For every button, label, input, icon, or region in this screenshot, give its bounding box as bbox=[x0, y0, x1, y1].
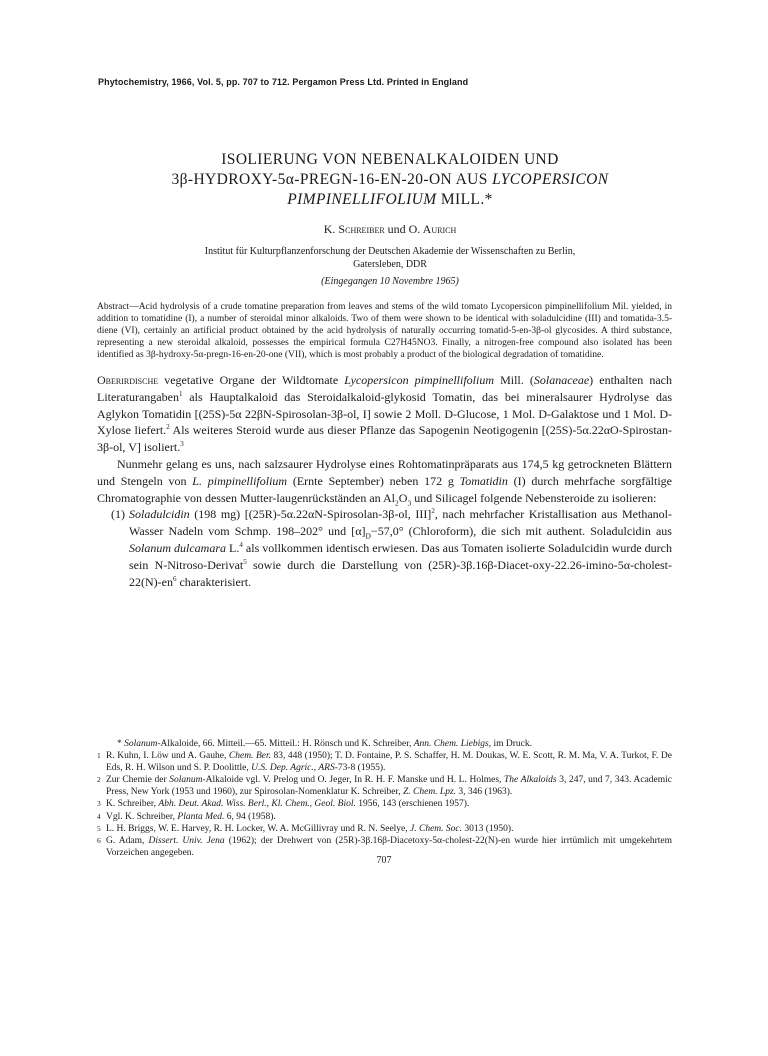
text-run: 6, 94 (1958). bbox=[224, 811, 276, 822]
affiliation-line-1: Institut für Kulturpflanzenforschung der Deutschen Akademie der Wissenschaften zu Berlin, bbox=[204, 246, 576, 257]
text-run: , nach mehrfacher Kristallisation aus Methanol-Wasser Nadeln vom Schmp. 198–202° und [α] bbox=[129, 507, 672, 539]
text-run: 1956, 143 (erschienen 1957). bbox=[355, 799, 470, 810]
text-run: charakterisiert. bbox=[176, 574, 252, 589]
compound-name: Tomatidin bbox=[459, 473, 508, 488]
text-run: 3, 346 (1963). bbox=[456, 787, 513, 798]
body-text bbox=[97, 372, 672, 590]
authors bbox=[110, 222, 670, 237]
subscript-d: D bbox=[365, 531, 371, 541]
journal-name: Ann. Chem. Liebigs bbox=[413, 739, 489, 749]
footnote-3 bbox=[97, 799, 672, 811]
author-2: O. Aurich bbox=[408, 222, 457, 236]
text-run: sowie durch die Darstellung von (25R)-3β.16β-Diacet-oxy-22.26-imino-5α-cholest-22(N)-en bbox=[129, 557, 672, 589]
ref-6: 6 bbox=[172, 574, 177, 583]
footnote-mark: 6 bbox=[97, 836, 101, 846]
title-line-3-b: MILL.* bbox=[436, 191, 493, 208]
text-run: Mill. ( bbox=[494, 373, 534, 387]
text-run: G. Adam, bbox=[106, 836, 149, 847]
text-run: K. Schreiber, bbox=[106, 799, 159, 810]
received-date: (Eingegangen 10 Novembre 1965) bbox=[321, 276, 459, 287]
abstract-label: Abstract bbox=[97, 302, 130, 312]
footnote-mark: 4 bbox=[97, 811, 101, 821]
abstract bbox=[97, 301, 672, 361]
journal-name: Chem. Ber. bbox=[228, 751, 271, 762]
compound-name: Soladulcidin bbox=[129, 507, 190, 522]
footnote-5 bbox=[97, 824, 672, 836]
page-number: 707 bbox=[376, 855, 392, 866]
text-run: -Alkaloide, 66. Mitteil.—65. Mitteil.: H. Rönsch und K. Schreiber, bbox=[157, 739, 414, 749]
text-run: O bbox=[398, 490, 408, 505]
title-line-3 bbox=[110, 190, 670, 210]
text-run: R. Kuhn, I. Löw und A. Gauhe, bbox=[106, 751, 229, 762]
text-run: L. bbox=[226, 540, 240, 555]
journal-name: U.S. Dep. Agric., ARS bbox=[251, 763, 335, 774]
ref-2: 2 bbox=[166, 423, 170, 432]
paper-title bbox=[110, 150, 670, 210]
ref-1: 1 bbox=[178, 389, 183, 398]
ref-2: 2 bbox=[431, 507, 435, 516]
text-run: (I) durch mehrfache sorgfältige Chromatographie von dessen Mutter-laugenrückständen an Al bbox=[97, 473, 672, 505]
text-run: Als weiteres Steroid wurde aus dieser Pflanze das Sapogenin Neotigogenin [(25S)-5α.22αO-Spirostan-3β-ol, V] isoliert. bbox=[97, 423, 672, 455]
text-run: und Silicagel folgende Nebensteroide zu isolieren: bbox=[411, 490, 657, 505]
title-line-2-a: 3β-HYDROXY-5α-PREGN-16-EN-20-ON AUS bbox=[171, 171, 493, 188]
footnote-star bbox=[97, 739, 672, 751]
footnote-mark: 3 bbox=[97, 799, 101, 809]
family-name: Solanaceae bbox=[533, 373, 590, 387]
journal-name: Z. Chem. Lpz. bbox=[402, 787, 457, 798]
title-line-2 bbox=[110, 170, 670, 190]
text-run: 83, 448 (1950); T. D. Fontaine, P. S. Schaffer, H. M. Doukas, W. E. Scott, R. M. Ma, V. A. Turkot, F. De Eds, R. H. Wilson und S. P. Doolittle, bbox=[106, 751, 673, 774]
author-connector: und bbox=[384, 222, 409, 236]
title-line-1: ISOLIERUNG VON NEBENALKALOIDEN UND bbox=[221, 151, 559, 168]
footnote-mark: 2 bbox=[97, 775, 101, 785]
text-run: −57,0° (Chloroform), die sich mit authent. Soladulcidin aus bbox=[370, 524, 672, 539]
ref-3: 3 bbox=[180, 440, 184, 449]
genus-name: Solanum bbox=[124, 739, 158, 749]
text-run: 3013 (1950). bbox=[462, 824, 514, 835]
text-run: , im Druck. bbox=[488, 739, 532, 749]
text-run: als vollkommen identisch erwiesen. Das aus Tomaten isolierte Soladulcidin wurde durch sein N-Nitroso-Derivat bbox=[129, 540, 672, 572]
list-item-1 bbox=[97, 506, 672, 590]
journal-citation: Phytochemistry, 1966, Vol. 5, pp. 707 to 712. Pergamon Press Ltd. Printed in England bbox=[98, 77, 469, 87]
text-run: Zur Chemie der bbox=[106, 775, 170, 786]
footnote-mark: 5 bbox=[97, 824, 101, 834]
genus-name: Solanum bbox=[169, 775, 203, 786]
species-name: Lycopersicon pimpinellifolium bbox=[344, 373, 494, 387]
footnote-mark: * bbox=[117, 739, 122, 749]
journal-name: Planta Med. bbox=[177, 811, 225, 822]
abstract-text: —Acid hydrolysis of a crude tomatine preparation from leaves and stems of the wild tomato Lycopersicon pimpinellifolium Mil. yielded, in addition to tomatidine (I), a number of steroidal minor alkaloids. Two of them were shown to be identical with soladulcidine (III) and tomatida-3.5-diene (VI), certainly an artificial product obtained by the acid hydrolysis of naturally occurring tomatid-5-en-3β-ol glycosides. A third substance, representing a new steroidal alkaloid, possesses the empirical formula C27H45NO3. Finally, a nitrogen-free compound also isolated has been identified as 3β-hydroxy-5α-pregn-16-en-20-one (VII), which is most probably a product of the biological degradation of tomatidine. bbox=[97, 302, 672, 360]
footnote-1 bbox=[97, 751, 672, 775]
text-run: vegetative Organe der Wildtomate bbox=[158, 373, 345, 387]
text-run: 3, 247, und 7, 343. Academic Press, New York (1953 und 1960), zur Spirosolan-Nomenklatur K. Schreiber, bbox=[106, 775, 672, 798]
text-run: -73-8 (1955). bbox=[334, 763, 386, 774]
footnote-2 bbox=[97, 775, 672, 799]
footnote-mark: 1 bbox=[97, 751, 101, 761]
text-run: Vgl. K. Schreiber, bbox=[106, 811, 178, 822]
text-run: (1962); der Drehwert von (25R)-3β.16β-Diacetoxy-5α-cholest-22(N)-en wurde hier irrtümlich mit umgekehrtem Vorzeichen angegeben. bbox=[106, 836, 672, 859]
text-run: ) enthalten nach Literaturangaben bbox=[97, 373, 672, 404]
affiliation bbox=[150, 245, 630, 271]
lead-word: Oberirdische bbox=[97, 373, 159, 387]
text-run: (Ernte September) neben 172 g bbox=[287, 473, 460, 488]
footnote-4 bbox=[97, 812, 672, 824]
paragraph-2 bbox=[97, 456, 672, 506]
subscript-3: 3 bbox=[407, 497, 412, 507]
author-1: K. Schreiber bbox=[323, 222, 385, 236]
text-run: (198 mg) [(25R)-5α.22αN-Spirosolan-3β-ol, III] bbox=[189, 507, 432, 522]
title-line-2-b: LYCOPERSICON bbox=[492, 171, 609, 188]
paragraph-1 bbox=[97, 372, 672, 456]
journal-name: J. Chem. Soc. bbox=[410, 824, 463, 835]
affiliation-line-2: Gatersleben, DDR bbox=[353, 259, 427, 270]
subscript-2: 2 bbox=[395, 497, 399, 507]
text-run: als Hauptalkaloid das Steroidalkaloid-glykosid Tomatin, das bei mineralsaurer Hydrolyse das Aglykon Tomatidin [(25S)-5α 22βN-Spirosolan-3β-ol, I] sowie 2 Moll. D-Glucose, 1 Mol. D-Galaktose und 1 Mol. D-Xylose liefert. bbox=[97, 389, 672, 438]
ref-4: 4 bbox=[239, 540, 243, 549]
footnotes bbox=[97, 739, 672, 860]
title-line-3-a: PIMPINELLIFOLIUM bbox=[287, 191, 437, 208]
journal-name: Dissert. Univ. Jena bbox=[148, 836, 225, 847]
text-run: Nunmehr gelang es uns, nach salzsaurer Hydrolyse eines Rohtomatinpräparats aus 174,5 kg getrockneten Blättern und Stengeln von bbox=[97, 456, 672, 488]
text-run: -Alkaloide vgl. V. Prelog und O. Jeger, In R. H. F. Manske und H. L. Holmes, bbox=[202, 775, 505, 786]
book-name: The Alkaloids bbox=[504, 775, 557, 786]
ref-5: 5 bbox=[243, 557, 247, 566]
species-name: L. pimpinellifolium bbox=[192, 473, 288, 488]
journal-name: Abh. Deut. Akad. Wiss. Berl., Kl. Chem., Geol. Biol. bbox=[158, 799, 356, 810]
species-name: Solanum dulcamara bbox=[129, 540, 227, 555]
text-run: L. H. Briggs, W. E. Harvey, R. H. Locker, W. A. McGillivray und R. N. Seelye, bbox=[106, 824, 411, 835]
list-number: (1) bbox=[111, 507, 125, 522]
